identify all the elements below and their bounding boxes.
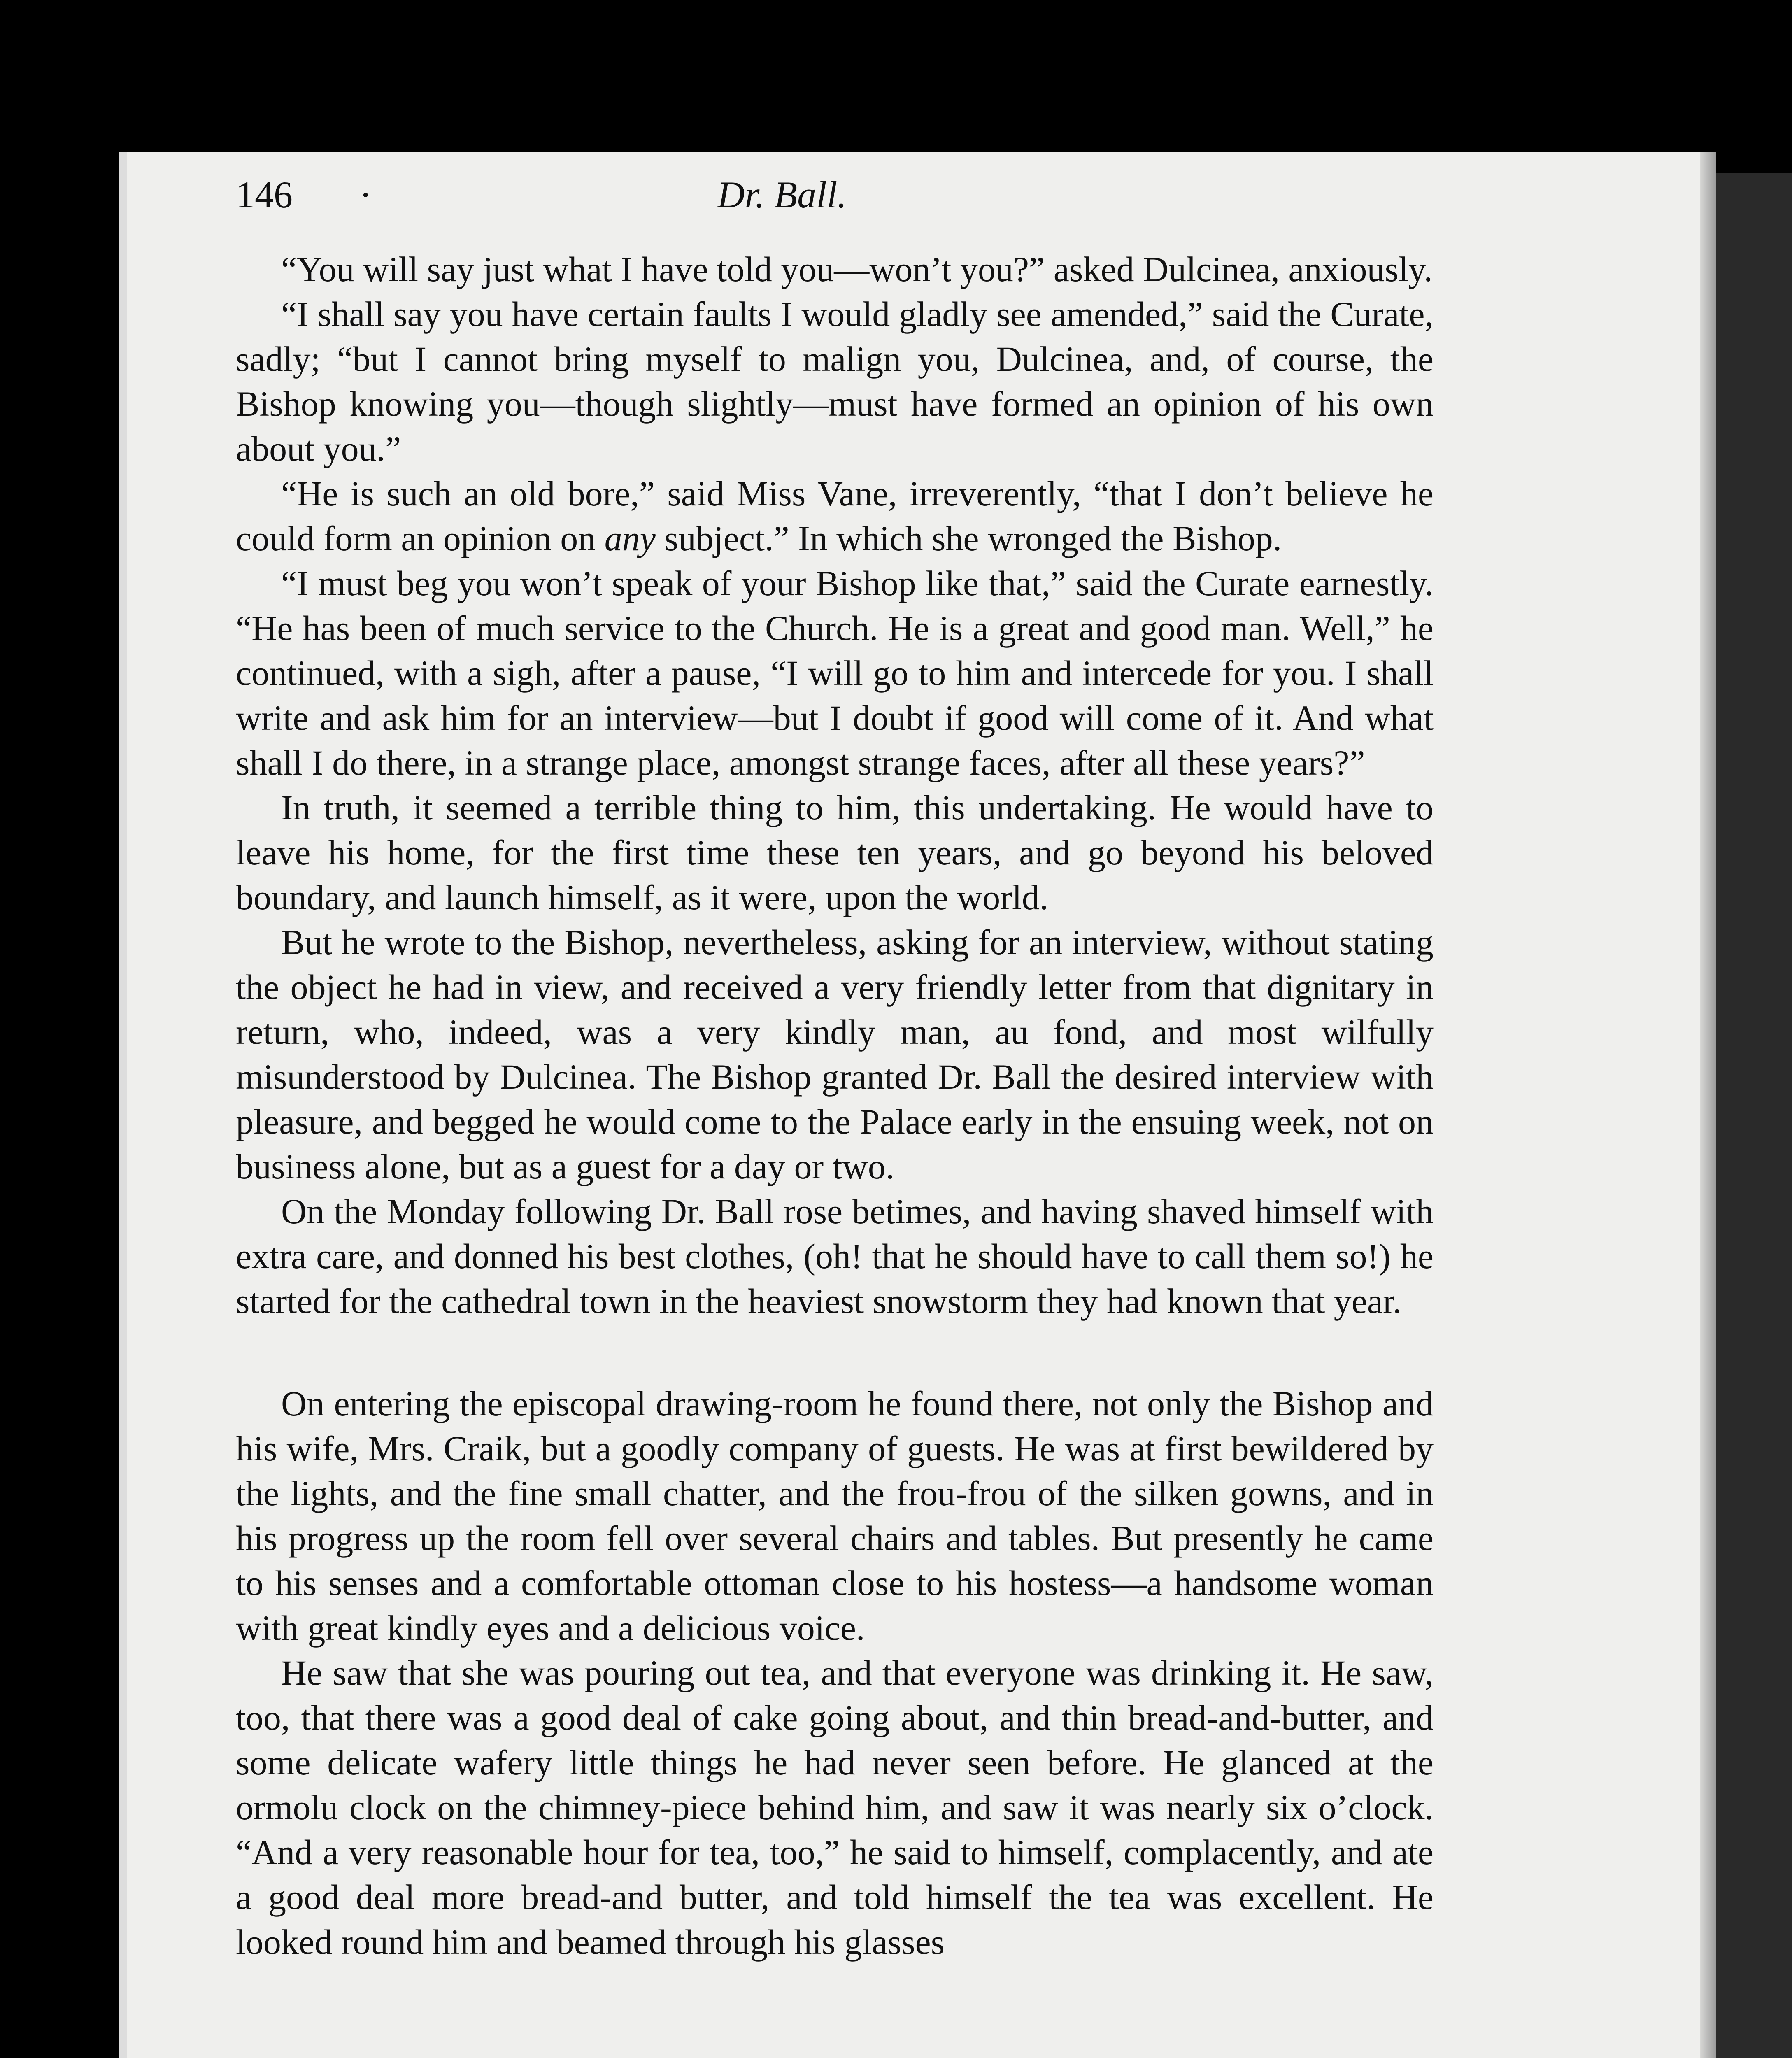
- running-title: Dr. Ball.: [717, 174, 847, 216]
- paragraph: “I must beg you won’t speak of your Bishop like that,” said the Curate earnestly. “He has been of much service to the Church. He is a great and good man. Well,” he continued, with a sigh, after a pause, “I will go to him and intercede for you. I shall write and ask him for an interview—but I doubt if good will come of it. And what shall I do there, in a strange place, amongst strange faces, after all these years?”: [236, 563, 1434, 782]
- paragraph-text: “He is such an old bore,” said Miss Vane, irreverently, “that I don’t believe he could form an opinion on any subject.” In which she wronged the Bishop.: [236, 474, 1434, 558]
- body-text: [236, 247, 1434, 1965]
- running-header: [236, 173, 1434, 230]
- paragraph: But he wrote to the Bishop, nevertheless, asking for an interview, without stating the object he had in view, and received a very friendly letter from that dignitary in return, who, indeed, was a very kindly man, au fond, and most wilfully misunderstood by Dulcinea. The Bishop granted Dr. Ball the desired interview with pleasure, and begged he would come to the Palace early in the ensuing week, not on business alone, but as a guest for a day or two.: [236, 922, 1434, 1186]
- page-gutter-shadow: [1700, 152, 1716, 2058]
- paragraph: In truth, it seemed a terrible thing to him, this undertaking. He would have to leave his home, for the first time these ten years, and go beyond his beloved boundary, and launch himself, as it were, upon the world.: [236, 788, 1434, 917]
- paragraph: On entering the episcopal drawing-room he found there, not only the Bishop and his wife, Mrs. Craik, but a goodly company of guests. He was at first bewildered by the lights, and the fine small chatter, and the frou-frou of the silken gowns, and in his progress up the room fell over several chairs and tables. But presently he came to his senses and a comfortable ottoman close to his hostess—a handsome woman with great kindly eyes and a delicious voice.: [236, 1384, 1434, 1648]
- paragraph: “You will say just what I have told you—won’t you?” asked Dulcinea, anxiously.: [281, 249, 1433, 289]
- paragraph: “I shall say you have certain faults I would gladly see amended,” said the Curate, sadly; “but I cannot bring myself to malign you, Dulcinea, and, of course, the Bishop knowing you—though slightly—must have formed an opinion of his own about you.”: [236, 294, 1434, 468]
- paragraph: [236, 471, 1434, 561]
- paragraph: On the Monday following Dr. Ball rose betimes, and having shaved himself with extra care, and donned his best clothes, (oh! that he should have to call them so!) he started for the cathedral town in the heaviest snowstorm they had known that year.: [236, 1192, 1434, 1321]
- header-separator: ·: [359, 174, 372, 216]
- page-number: 146: [236, 174, 293, 216]
- paragraph: He saw that she was pouring out tea, and that everyone was drinking it. He saw, too, that there was a good deal of cake going about, and thin bread-and-butter, and some delicate wafery little things he had never seen before. He glanced at the ormolu clock on the chimney-piece behind him, and saw it was nearly six o’clock. “And a very reasonable hour for tea, too,” he said to himself, complacently, and ate a good deal more bread-and butter, and told himself the tea was excellent. He looked round him and beamed through his glasses: [236, 1653, 1434, 1962]
